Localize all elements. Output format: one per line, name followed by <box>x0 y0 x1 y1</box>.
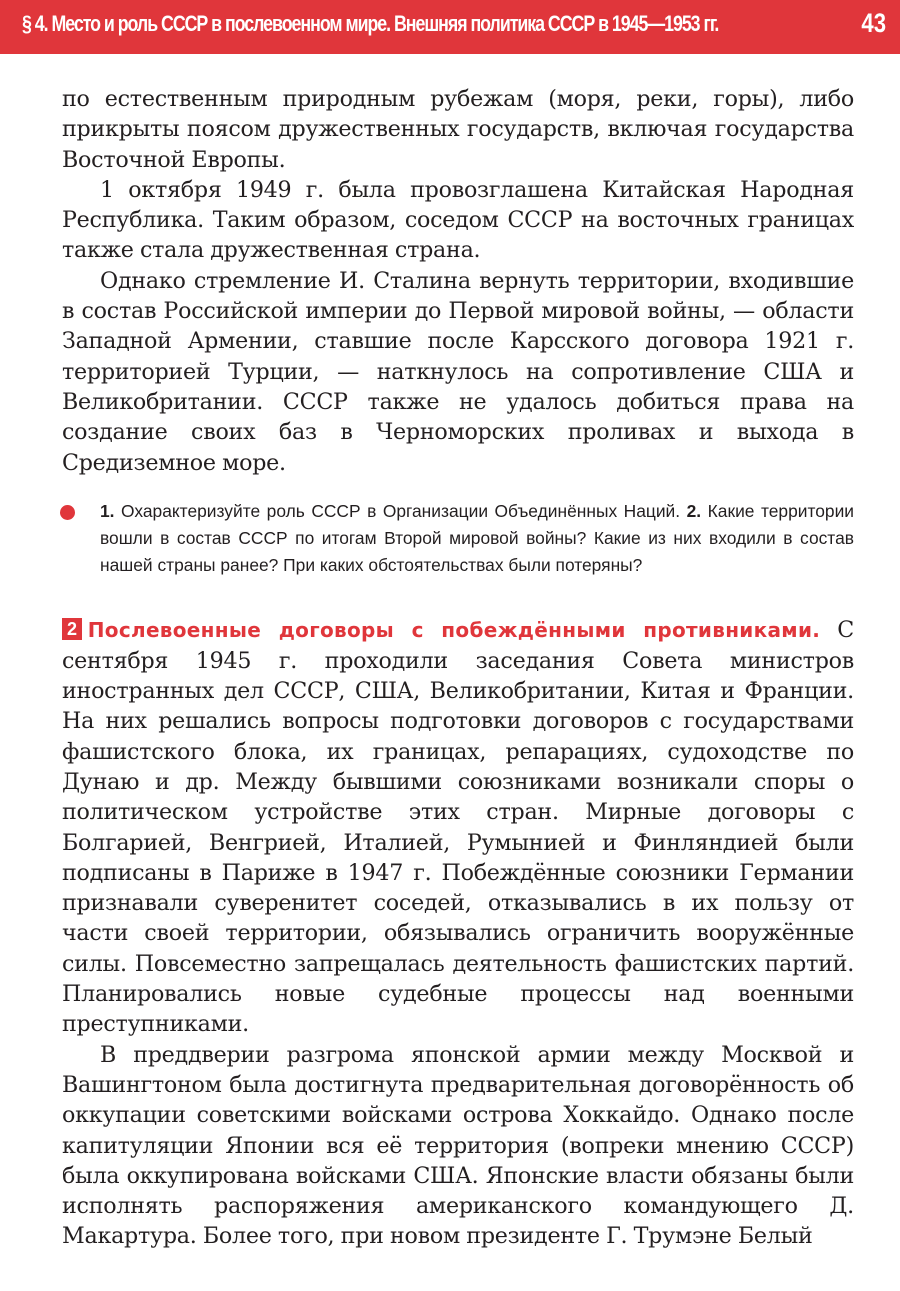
review-questions <box>62 498 854 580</box>
running-title: § 4. Место и роль СССР в послевоенном мире. Внешняя политика СССР в 1945—1953 гг. <box>22 11 719 36</box>
red-dot-icon <box>60 505 75 520</box>
paragraph-japan: В преддверии разгрома японской армии между Москвой и Вашингтоном была достигнута предварительная договорённость об оккупации советскими войсками острова Хоккайдо. Однако после капитуляции Японии вся её территория (вопреки мнению СССР) была оккупирована войсками США. Японские власти обязаны были исполнять распоряжения американского командующего Д. Макартура. Более того, при новом президенте Г. Трумэне Белый <box>62 1041 854 1250</box>
question-number: 1. <box>100 500 115 521</box>
section-number-badge: 2 <box>62 618 82 640</box>
paragraph-stalin-claims: Однако стремление И. Сталина вернуть территории, входившие в состав Российской империи до Первой мировой войны, — области Западной Армении, ставшие после Карсского договора 1921 г. территорией Турции, — наткнулось на сопротивление США и Великобритании. СССР также не удалось добиться права на создание своих баз в Черноморских проливах и выхода в Средиземное море. <box>62 267 854 476</box>
page-body <box>62 84 854 1252</box>
question-text: Охарактеризуйте роль СССР в Организации Объединённых Наций. <box>121 500 681 521</box>
page-number: 43 <box>861 8 886 38</box>
paragraph-prc: 1 октября 1949 г. была провозглашена Китайская Народная Республика. Таким образом, соседом СССР на восточных границах также стала дружественная страна. <box>62 176 854 264</box>
question-number: 2. <box>686 500 702 521</box>
section-2 <box>62 615 854 1251</box>
question-text: Какие территории вошли в состав СССР по итогам Второй мировой войны? Какие из них входили в состав нашей страны ранее? При каких обстоятельствах были потеряны? <box>100 500 854 576</box>
section-lead-text: С сентября 1945 г. проходили заседания Совета министров иностранных дел СССР, США, Великобритании, Китая и Франции. На них решались вопросы подготовки договоров с государствами фашистского блока, их границах, репарациях, судоходстве по Дунаю и др. Между бывшими союзниками возникали споры о политическом устройстве этих стран. Мирные договоры с Болгарией, Венгрией, Италией, Румынией и Финляндией были подписаны в Париже в 1947 г. Побеждённые союзники Германии признавали суверенитет соседей, отказывались в их пользу от части своей территории, обязывались ограничить вооружённые силы. Повсеместно запрещалась деятельность фашистских партий. Планировались новые судебные процессы над военными преступниками. <box>62 617 854 1038</box>
section-heading: Послевоенные договоры с побеждёнными противниками. <box>87 618 821 643</box>
paragraph-continuation: по естественным природным рубежам (моря, реки, горы), либо прикрыты поясом дружественных государств, включая государства Восточной Европы. <box>62 86 854 173</box>
section-lead-paragraph <box>62 615 854 1039</box>
page-header <box>0 0 900 54</box>
